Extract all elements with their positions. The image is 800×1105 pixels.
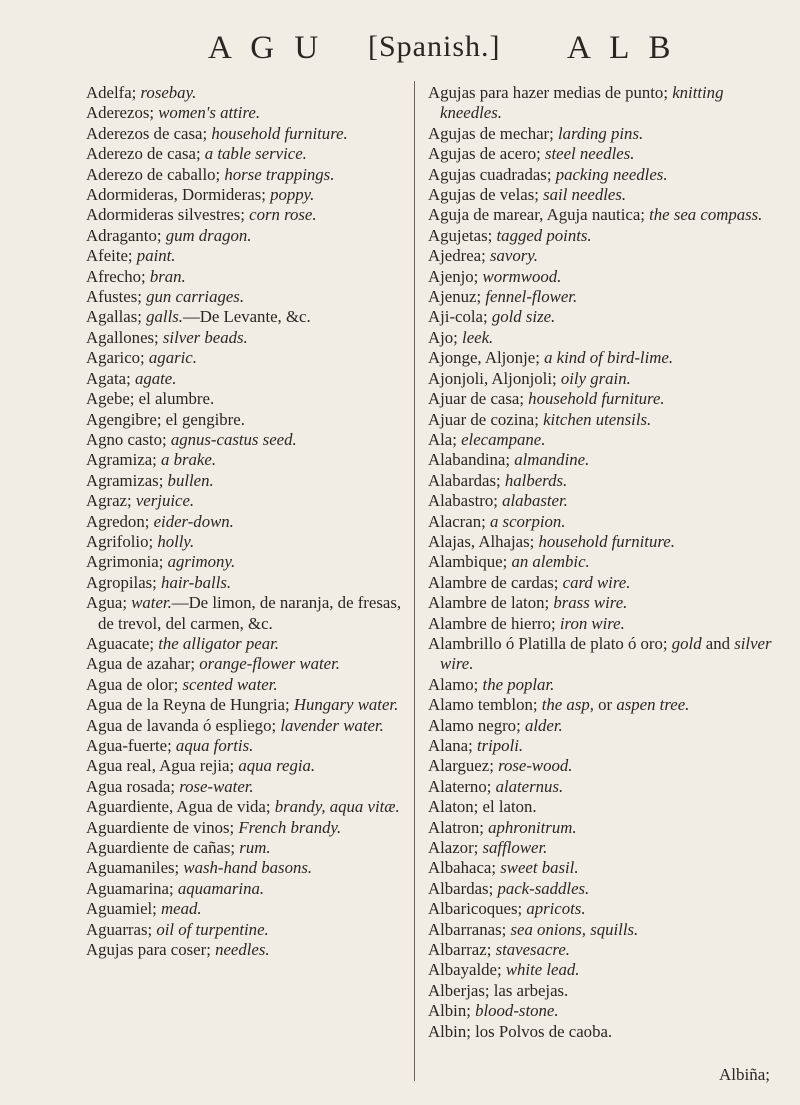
english-translation: horse trappings. bbox=[224, 164, 335, 184]
english-translation: women's attire. bbox=[158, 103, 261, 123]
dictionary-entry bbox=[86, 246, 416, 266]
spanish-term: Albin; bbox=[428, 1001, 476, 1021]
english-translation: rum. bbox=[239, 838, 271, 858]
entry-note: or bbox=[593, 695, 617, 715]
dictionary-entry bbox=[428, 614, 773, 634]
spanish-term: Alambre de laton; bbox=[428, 593, 554, 613]
english-translation: brandy, aqua vitæ. bbox=[274, 797, 400, 817]
spanish-term: Agrimonia; bbox=[86, 552, 168, 572]
dictionary-entry bbox=[86, 838, 416, 858]
spanish-term: Agramiza; bbox=[86, 450, 162, 470]
dictionary-entry bbox=[86, 593, 416, 634]
spanish-term: Agarico; bbox=[86, 348, 149, 368]
dictionary-entry bbox=[428, 858, 773, 878]
dictionary-entry bbox=[428, 389, 773, 409]
english-translation: leek. bbox=[462, 327, 494, 347]
english-translation: wash-hand basons. bbox=[183, 858, 313, 878]
spanish-term: Adormideras silvestres; bbox=[86, 205, 250, 225]
english-translation: the alligator pear. bbox=[158, 633, 279, 653]
dictionary-entry bbox=[86, 471, 416, 491]
dictionary-entry bbox=[86, 491, 416, 511]
english-translation: aspen tree. bbox=[616, 695, 690, 715]
dictionary-entry bbox=[428, 491, 773, 511]
dictionary-entry bbox=[428, 328, 773, 348]
dictionary-entry bbox=[86, 185, 416, 205]
spanish-term: Alarguez; bbox=[428, 756, 499, 776]
spanish-term: Ajonge, Aljonje; bbox=[428, 348, 545, 368]
spanish-term: Agujas de acero; bbox=[428, 144, 545, 164]
english-translation: apricots. bbox=[526, 899, 586, 919]
spanish-term: Agropilas; bbox=[86, 572, 162, 592]
spanish-term: Aguardiente de vinos; bbox=[86, 817, 239, 837]
spanish-term: Aderezo de caballo; bbox=[86, 164, 225, 184]
english-translation: a table service. bbox=[204, 144, 307, 164]
english-translation: packing needles. bbox=[555, 164, 668, 184]
english-translation: halberds. bbox=[504, 470, 568, 490]
dictionary-entry bbox=[428, 185, 773, 205]
dictionary-entry bbox=[86, 430, 416, 450]
english-translation: rose-water. bbox=[179, 776, 254, 796]
spanish-term: Alabandina; bbox=[428, 450, 515, 470]
entry-note: —De Levante, &c. bbox=[182, 307, 311, 327]
dictionary-entry bbox=[428, 83, 773, 124]
dictionary-entry bbox=[428, 348, 773, 368]
spanish-term: Afrecho; bbox=[86, 266, 150, 286]
spanish-term: Aderezo de casa; bbox=[86, 144, 205, 164]
dictionary-entry bbox=[428, 205, 773, 225]
spanish-term: Agua; bbox=[86, 593, 132, 613]
english-translation: agaric. bbox=[148, 348, 197, 368]
dictionary-entry bbox=[86, 777, 416, 797]
english-translation: larding pins. bbox=[558, 123, 644, 143]
english-translation: sea onions, squills. bbox=[510, 919, 639, 939]
spanish-term: Albarraz; bbox=[428, 940, 496, 960]
english-translation: water. bbox=[131, 593, 172, 613]
dictionary-entry bbox=[86, 328, 416, 348]
english-translation: white lead. bbox=[505, 960, 580, 980]
spanish-term: Aguacate; bbox=[86, 633, 159, 653]
spanish-term: Ajenuz; bbox=[428, 287, 486, 307]
dictionary-entry bbox=[86, 736, 416, 756]
dictionary-entry bbox=[86, 226, 416, 246]
dictionary-entry bbox=[428, 716, 773, 736]
spanish-term: Aguardiente, Agua de vida; bbox=[86, 797, 275, 817]
english-translation: gold size. bbox=[491, 307, 556, 327]
spanish-term: Aguja de marear, Aguja nautica; bbox=[428, 205, 650, 225]
spanish-term: Adelfa; bbox=[86, 83, 141, 102]
dictionary-entry bbox=[428, 1001, 773, 1021]
dictionary-entry bbox=[428, 818, 773, 838]
english-translation: brass wire. bbox=[553, 593, 628, 613]
dictionary-entry bbox=[428, 532, 773, 552]
spanish-term: Agallones; bbox=[86, 327, 163, 347]
dictionary-entry bbox=[428, 369, 773, 389]
spanish-term: Aderezos de casa; bbox=[86, 123, 212, 143]
spanish-term: Adraganto; bbox=[86, 225, 166, 245]
spanish-term: Aguamaniles; bbox=[86, 858, 184, 878]
spanish-term: Alambrillo ó Platilla de plato ó oro; bbox=[428, 633, 672, 653]
header-right: A L B bbox=[567, 30, 677, 66]
english-translation: bullen. bbox=[167, 470, 214, 490]
spanish-term: Alamo temblon; bbox=[428, 695, 542, 715]
english-translation: bran. bbox=[149, 266, 186, 286]
spanish-term: Alberjas; las arbejas. bbox=[428, 980, 569, 1000]
spanish-term: Ajuar de casa; bbox=[428, 389, 529, 409]
dictionary-entry bbox=[86, 695, 416, 715]
english-translation: the sea compass. bbox=[649, 205, 763, 225]
dictionary-entry bbox=[86, 654, 416, 674]
dictionary-entry bbox=[86, 165, 416, 185]
dictionary-entry bbox=[86, 369, 416, 389]
dictionary-entry bbox=[86, 634, 416, 654]
spanish-term: Agua real, Agua rejia; bbox=[86, 756, 239, 776]
entry-note: and bbox=[701, 633, 735, 653]
dictionary-entry bbox=[428, 165, 773, 185]
dictionary-entry bbox=[86, 307, 416, 327]
english-translation: aqua fortis. bbox=[175, 736, 254, 755]
english-translation: agnus-castus seed. bbox=[170, 429, 297, 449]
english-translation: gum dragon. bbox=[165, 225, 252, 245]
spanish-term: Albardas; bbox=[428, 878, 498, 898]
english-translation: rosebay. bbox=[140, 83, 197, 102]
english-translation: aphronitrum. bbox=[488, 817, 577, 837]
spanish-term: Afustes; bbox=[86, 287, 147, 307]
english-translation: kitchen utensils. bbox=[543, 409, 652, 429]
spanish-term: Aguamiel; bbox=[86, 899, 162, 919]
spanish-term: Alajas, Alhajas; bbox=[428, 531, 539, 551]
spanish-term: Albaricoques; bbox=[428, 899, 527, 919]
english-translation: rose-wood. bbox=[498, 756, 573, 776]
dictionary-entry bbox=[428, 246, 773, 266]
english-translation: steel needles. bbox=[544, 144, 635, 164]
english-translation: aquamarina. bbox=[177, 878, 265, 898]
spanish-term: Agua de la Reyna de Hungria; bbox=[86, 695, 294, 715]
dictionary-entry bbox=[428, 471, 773, 491]
english-translation: alder. bbox=[524, 715, 563, 735]
right-column bbox=[428, 83, 773, 1042]
english-translation: oily grain. bbox=[560, 368, 631, 388]
english-translation: holly. bbox=[157, 531, 195, 551]
dictionary-entry bbox=[428, 777, 773, 797]
spanish-term: Alaterno; bbox=[428, 776, 496, 796]
english-translation: needles. bbox=[215, 940, 270, 960]
spanish-term: Alana; bbox=[428, 736, 477, 755]
spanish-term: Alatron; bbox=[428, 817, 489, 837]
spanish-term: Agengibre; el gengibre. bbox=[86, 409, 245, 429]
english-translation: stavesacre. bbox=[495, 940, 570, 960]
dictionary-entry bbox=[86, 83, 416, 103]
dictionary-entry bbox=[428, 430, 773, 450]
dictionary-entry bbox=[86, 756, 416, 776]
spanish-term: Agraz; bbox=[86, 491, 136, 511]
header-center: [Spanish.] bbox=[368, 30, 501, 63]
spanish-term: Ajenjo; bbox=[428, 266, 483, 286]
dictionary-entry bbox=[86, 858, 416, 878]
dictionary-entry bbox=[86, 287, 416, 307]
english-translation: galls. bbox=[146, 307, 183, 327]
english-translation: safflower. bbox=[482, 838, 548, 858]
english-translation: agrimony. bbox=[167, 552, 236, 572]
spanish-term: Aji-cola; bbox=[428, 307, 492, 327]
english-translation: French brandy. bbox=[238, 817, 342, 837]
spanish-term: Alambique; bbox=[428, 552, 512, 572]
english-translation: sweet basil. bbox=[500, 858, 579, 878]
english-translation: gun carriages. bbox=[146, 287, 245, 307]
english-translation: the asp, bbox=[541, 695, 594, 715]
english-translation: a kind of bird-lime. bbox=[544, 348, 674, 368]
spanish-term: Adormideras, Dormideras; bbox=[86, 185, 271, 205]
spanish-term: Alamo; bbox=[428, 674, 483, 694]
spanish-term: Albahaca; bbox=[428, 858, 501, 878]
spanish-term: Alaton; el laton. bbox=[428, 797, 537, 817]
spanish-term: Alamo negro; bbox=[428, 715, 525, 735]
dictionary-entry bbox=[86, 797, 416, 817]
spanish-term: Alacran; bbox=[428, 511, 490, 531]
dictionary-entry bbox=[428, 124, 773, 144]
dictionary-entry bbox=[86, 573, 416, 593]
spanish-term: Aguamarina; bbox=[86, 878, 178, 898]
spanish-term: Alabastro; bbox=[428, 491, 503, 511]
dictionary-entry bbox=[86, 389, 416, 409]
header-left: A G U bbox=[208, 30, 325, 66]
spanish-term: Ala; bbox=[428, 429, 462, 449]
spanish-term: Aguarras; bbox=[86, 919, 157, 939]
dictionary-entry bbox=[428, 960, 773, 980]
dictionary-entry bbox=[428, 287, 773, 307]
english-translation: elecampane. bbox=[461, 429, 546, 449]
dictionary-entry bbox=[86, 552, 416, 572]
spanish-term: Agua de azahar; bbox=[86, 654, 200, 674]
english-translation: tagged points. bbox=[496, 225, 592, 245]
english-translation: an alembic. bbox=[511, 552, 590, 572]
spanish-term: Agujas de velas; bbox=[428, 185, 544, 205]
spanish-term: Agua de olor; bbox=[86, 674, 183, 694]
english-translation: oil of turpentine. bbox=[156, 919, 269, 939]
english-translation: silver wire. bbox=[440, 633, 772, 674]
spanish-term: Aderezos; bbox=[86, 103, 159, 123]
spanish-term: Agrifolio; bbox=[86, 531, 158, 551]
english-translation: fennel-flower. bbox=[485, 287, 578, 307]
spanish-term: Albin; los Polvos de caoba. bbox=[428, 1021, 613, 1041]
english-translation: the poplar. bbox=[482, 674, 555, 694]
english-translation: poppy. bbox=[270, 185, 315, 205]
english-translation: a scorpion. bbox=[489, 511, 566, 531]
english-translation: wormwood. bbox=[482, 266, 562, 286]
english-translation: paint. bbox=[136, 246, 176, 266]
spanish-term: Albayalde; bbox=[428, 960, 506, 980]
english-translation: almandine. bbox=[514, 450, 590, 470]
catchword: Albiña; bbox=[719, 1065, 770, 1084]
english-translation: card wire. bbox=[562, 572, 631, 592]
english-translation: a brake. bbox=[161, 450, 217, 470]
english-translation: agate. bbox=[134, 368, 177, 388]
dictionary-entry bbox=[86, 532, 416, 552]
english-translation: tripoli. bbox=[476, 736, 524, 755]
dictionary-entry bbox=[428, 552, 773, 572]
dictionary-entry bbox=[86, 144, 416, 164]
english-translation: Hungary water. bbox=[293, 695, 399, 715]
dictionary-entry bbox=[428, 756, 773, 776]
dictionary-entry bbox=[428, 144, 773, 164]
spanish-term: Agujas para coser; bbox=[86, 940, 216, 960]
dictionary-entry bbox=[428, 736, 773, 756]
english-translation: household furniture. bbox=[538, 531, 675, 551]
dictionary-entry bbox=[86, 267, 416, 287]
dictionary-entry bbox=[86, 716, 416, 736]
dictionary-entry bbox=[428, 920, 773, 940]
spanish-term: Agallas; bbox=[86, 307, 147, 327]
dictionary-entry bbox=[428, 940, 773, 960]
english-translation: silver beads. bbox=[162, 327, 248, 347]
english-translation: savory. bbox=[489, 246, 538, 266]
dictionary-entry bbox=[86, 879, 416, 899]
dictionary-entry bbox=[86, 103, 416, 123]
english-translation: gold bbox=[671, 633, 702, 653]
spanish-term: Agebe; el alumbre. bbox=[86, 389, 215, 409]
dictionary-entry bbox=[428, 981, 773, 1001]
english-translation: alabaster. bbox=[502, 491, 568, 511]
dictionary-entry bbox=[428, 1022, 773, 1042]
dictionary-entry bbox=[428, 634, 773, 675]
dictionary-entry bbox=[428, 695, 773, 715]
spanish-term: Ajo; bbox=[428, 327, 463, 347]
dictionary-entry bbox=[86, 348, 416, 368]
english-translation: orange-flower water. bbox=[199, 654, 340, 674]
dictionary-entry bbox=[86, 920, 416, 940]
english-translation: household furniture. bbox=[528, 389, 665, 409]
spanish-term: Aguardiente de cañas; bbox=[86, 838, 240, 858]
spanish-term: Ajedrea; bbox=[428, 246, 490, 266]
dictionary-entry bbox=[428, 410, 773, 430]
english-translation: knitting kneedles. bbox=[440, 83, 724, 123]
english-translation: iron wire. bbox=[559, 613, 625, 633]
english-translation: pack-saddles. bbox=[497, 878, 590, 898]
dictionary-entry bbox=[86, 899, 416, 919]
dictionary-entry bbox=[428, 899, 773, 919]
english-translation: verjuice. bbox=[135, 491, 195, 511]
spanish-term: Ajonjoli, Aljonjoli; bbox=[428, 368, 561, 388]
spanish-term: Albarranas; bbox=[428, 919, 511, 939]
dictionary-entry bbox=[86, 410, 416, 430]
spanish-term: Agata; bbox=[86, 368, 135, 388]
english-translation: mead. bbox=[161, 899, 202, 919]
running-header bbox=[0, 30, 800, 80]
left-column bbox=[86, 83, 416, 960]
english-translation: scented water. bbox=[182, 674, 278, 694]
english-translation: household furniture. bbox=[211, 123, 348, 143]
english-translation: eider-down. bbox=[153, 511, 234, 531]
spanish-term: Alambre de hierro; bbox=[428, 613, 560, 633]
dictionary-entry bbox=[86, 818, 416, 838]
english-translation: hair-balls. bbox=[161, 572, 232, 592]
dictionary-entry bbox=[86, 940, 416, 960]
dictionary-entry bbox=[428, 307, 773, 327]
dictionary-entry bbox=[428, 797, 773, 817]
english-translation: corn rose. bbox=[249, 205, 317, 225]
dictionary-entry bbox=[86, 512, 416, 532]
dictionary-entry bbox=[428, 879, 773, 899]
english-translation: lavender water. bbox=[280, 715, 384, 735]
english-translation: aqua regia. bbox=[238, 756, 316, 776]
english-translation: sail needles. bbox=[543, 185, 627, 205]
spanish-term: Agujas para hazer medias de punto; bbox=[428, 83, 673, 102]
dictionary-entry bbox=[86, 450, 416, 470]
entry-note: —De limon, de naranja, de fresas, de trevol, del carmen, &c. bbox=[98, 593, 402, 633]
dictionary-entry bbox=[86, 124, 416, 144]
spanish-term: Agujas de mechar; bbox=[428, 123, 559, 143]
spanish-term: Alabardas; bbox=[428, 470, 505, 490]
spanish-term: Agno casto; bbox=[86, 429, 171, 449]
dictionary-entry bbox=[86, 205, 416, 225]
spanish-term: Agramizas; bbox=[86, 470, 168, 490]
dictionary-entry bbox=[428, 838, 773, 858]
dictionary-entry bbox=[86, 675, 416, 695]
dictionary-entry bbox=[428, 450, 773, 470]
dictionary-entry bbox=[428, 675, 773, 695]
spanish-term: Agua-fuerte; bbox=[86, 736, 176, 755]
dictionary-entry bbox=[428, 512, 773, 532]
spanish-term: Ajuar de cozina; bbox=[428, 409, 544, 429]
spanish-term: Agua rosada; bbox=[86, 776, 180, 796]
spanish-term: Alambre de cardas; bbox=[428, 572, 563, 592]
dictionary-entry bbox=[428, 593, 773, 613]
dictionary-entry bbox=[428, 267, 773, 287]
dictionary-entry bbox=[428, 573, 773, 593]
spanish-term: Agredon; bbox=[86, 511, 154, 531]
english-translation: alaternus. bbox=[495, 776, 564, 796]
spanish-term: Agujas cuadradas; bbox=[428, 164, 556, 184]
spanish-term: Afeite; bbox=[86, 246, 137, 266]
spanish-term: Alazor; bbox=[428, 838, 483, 858]
english-translation: blood-stone. bbox=[475, 1001, 559, 1021]
dictionary-entry bbox=[428, 226, 773, 246]
spanish-term: Agua de lavanda ó espliego; bbox=[86, 715, 281, 735]
spanish-term: Agujetas; bbox=[428, 225, 497, 245]
